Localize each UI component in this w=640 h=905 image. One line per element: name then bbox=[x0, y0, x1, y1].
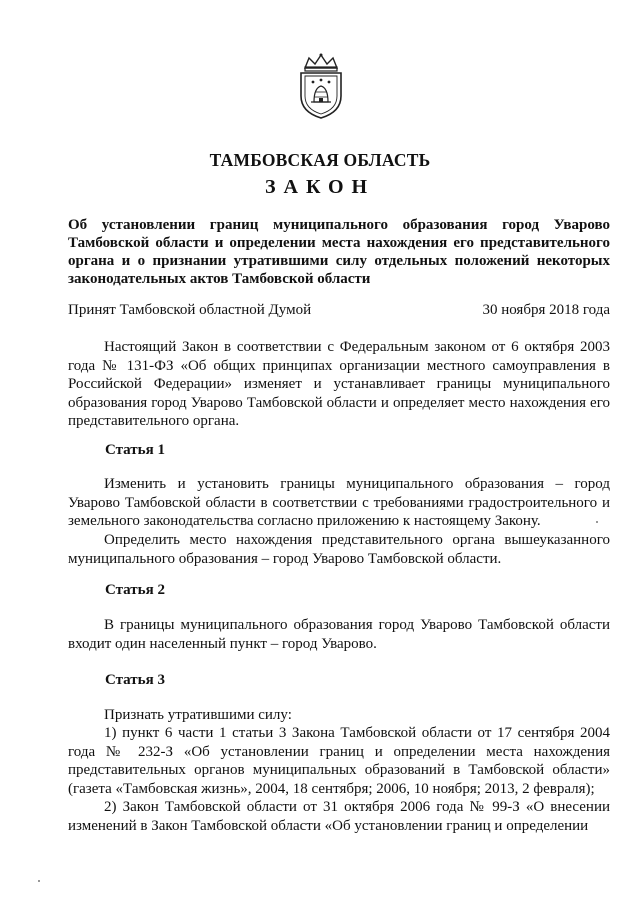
article-3-intro: Признать утратившими силу: bbox=[104, 707, 292, 723]
article-3-item-1: 1) пункт 6 части 1 статьи 3 Закона Тамбовской области от 17 сентября 2004 года № 232-З «Об установлении границ и определении места нахождения представительных органов муниципальных образований в Тамбовской области» (газета «Тамбовская жизнь», 2004, 18 сентября; 2006, 10 ноября; 2013, 2 февраля); bbox=[68, 725, 610, 797]
region-name: ТАМБОВСКАЯ ОБЛАСТЬ bbox=[209, 150, 431, 170]
article-1-paragraph-1: Изменить и установить границы муниципального образования – город Уварово Тамбовской области в соответствии с требованиями градостроительного и земельного законодательства согласно приложению к настоящему Закону. bbox=[68, 476, 610, 529]
coat-of-arms-icon bbox=[295, 52, 347, 120]
article-1-heading: Статья 1 bbox=[105, 442, 165, 458]
scan-speck bbox=[596, 521, 598, 523]
adopted-by: Принят Тамбовской областной Думой bbox=[68, 302, 312, 318]
adoption-date: 30 ноября 2018 года bbox=[482, 302, 610, 318]
adoption-line bbox=[68, 302, 610, 319]
document-type: ЗАКОН bbox=[264, 176, 376, 198]
article-2-heading: Статья 2 bbox=[105, 582, 165, 598]
preamble-paragraph: Настоящий Закон в соответствии с Федеральным законом от 6 октября 2003 года № 131-ФЗ «Об общих принципах организации местного самоуправления в Российской Федерации» изменяет и устанавливает границы муниципального образования город Уварово Тамбовской области и определяет место нахождения его представительного органа. bbox=[68, 339, 610, 429]
scan-speck bbox=[38, 880, 40, 882]
article-3-item-2: 2) Закон Тамбовской области от 31 октября 2006 года № 99-З «О внесении изменений в Закон Тамбовской области «Об установлении границ и определении bbox=[68, 799, 610, 834]
law-title: Об установлении границ муниципального образования город Уварово Тамбовской области и определении места нахождения его представительного органа и о признании утратившими силу отдельных положений некоторых законодательных актов Тамбовской области bbox=[68, 217, 610, 287]
article-1-paragraph-2: Определить место нахождения представительного органа вышеуказанного муниципального образования – город Уварово Тамбовской области. bbox=[68, 532, 610, 567]
article-3-heading: Статья 3 bbox=[105, 672, 165, 688]
article-2-paragraph-1: В границы муниципального образования город Уварово Тамбовской области входит один населенный пункт – город Уварово. bbox=[68, 617, 610, 652]
